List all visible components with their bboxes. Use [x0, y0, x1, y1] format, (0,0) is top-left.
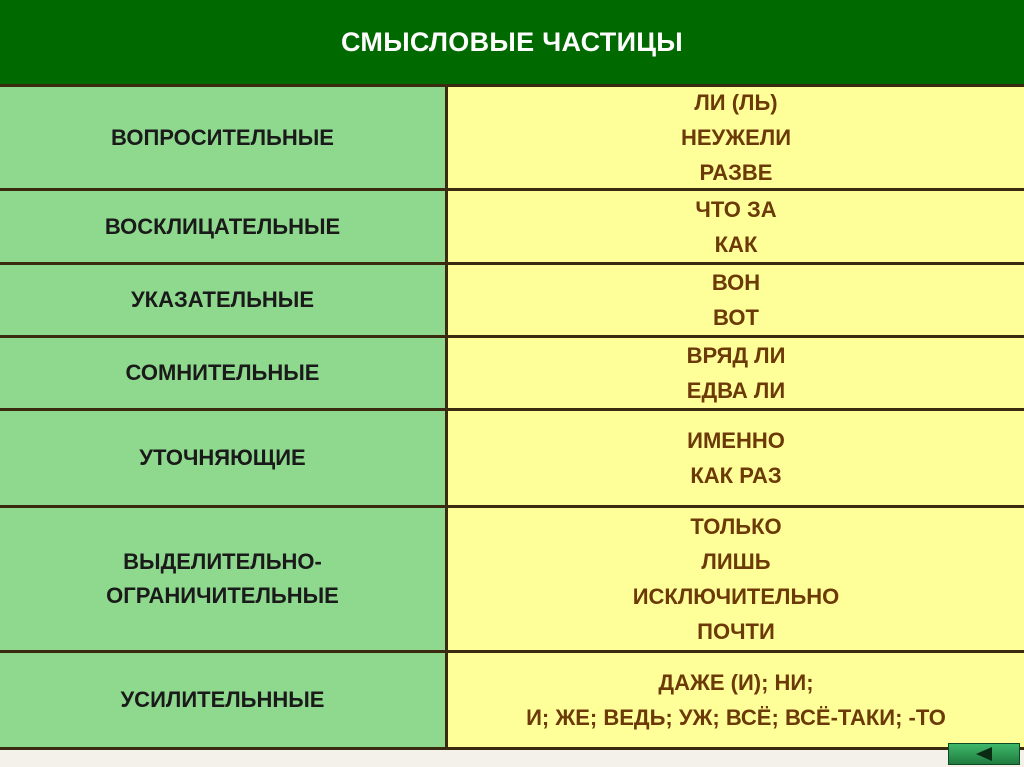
table-row: [0, 191, 1024, 265]
category-cell: [0, 265, 448, 335]
category-cell: [0, 508, 448, 650]
table-row: [0, 265, 1024, 338]
category-label: УСИЛИТЕЛЬННЫЕ: [120, 687, 325, 712]
particles-cell: [448, 653, 1024, 747]
table-row: [0, 653, 1024, 750]
particle: ТОЛЬКО: [690, 514, 782, 539]
particle: ЛИШЬ: [701, 549, 771, 574]
page-title: СМЫСЛОВЫЕ ЧАСТИЦЫ: [340, 26, 684, 57]
category-label: [106, 545, 339, 613]
category-label-line: ОГРАНИЧИТЕЛЬНЫЕ: [106, 583, 339, 608]
particle: ВОН: [711, 270, 761, 295]
particles-cell: [448, 411, 1024, 505]
category-label: УТОЧНЯЮЩИЕ: [139, 445, 306, 470]
particle: ДАЖЕ (И); НИ;: [658, 670, 814, 695]
particles-cell: [448, 87, 1024, 188]
particle: ЕДВА ЛИ: [686, 378, 786, 403]
particle: И; ЖЕ; ВЕДЬ; УЖ; ВСЁ; ВСЁ-ТАКИ; -ТО: [526, 705, 946, 730]
particle: ИМЕННО: [687, 428, 785, 453]
category-label: СОМНИТЕЛЬНЫЕ: [125, 360, 320, 385]
particles-cell: [448, 191, 1024, 262]
particle: КАК: [714, 231, 758, 257]
particle: ЛИ (ЛЬ): [694, 90, 778, 115]
particle: ВРЯД ЛИ: [686, 343, 786, 368]
particles-cell: [448, 508, 1024, 650]
category-cell: [0, 87, 448, 188]
particle: РАЗВЕ: [699, 160, 773, 185]
particle: НЕУЖЕЛИ: [680, 125, 792, 150]
category-cell: [0, 191, 448, 262]
particle: ИСКЛЮЧИТЕЛЬНО: [632, 584, 840, 609]
table-row: [0, 508, 1024, 653]
table-row: [0, 87, 1024, 191]
category-cell: [0, 338, 448, 408]
title-bar: [0, 0, 1024, 84]
particle: ЧТО ЗА: [695, 196, 777, 222]
category-label: ВОПРОСИТЕЛЬНЫЕ: [111, 124, 334, 150]
back-arrow-icon: [976, 747, 992, 761]
particles-cell: [448, 338, 1024, 408]
category-cell: [0, 653, 448, 747]
table-row: [0, 411, 1024, 508]
back-button[interactable]: [948, 743, 1020, 765]
category-label: УКАЗАТЕЛЬНЫЕ: [130, 287, 315, 312]
particle: ПОЧТИ: [697, 619, 775, 644]
particles-cell: [448, 265, 1024, 335]
category-label: ВОСКЛИЦАТЕЛЬНЫЕ: [104, 213, 341, 239]
particles-table: [0, 84, 1024, 750]
particle: КАК РАЗ: [690, 463, 782, 488]
particle: ВОТ: [713, 305, 759, 330]
category-cell: [0, 411, 448, 505]
table-row: [0, 338, 1024, 411]
category-label-line: ВЫДЕЛИТЕЛЬНО-: [123, 549, 322, 574]
